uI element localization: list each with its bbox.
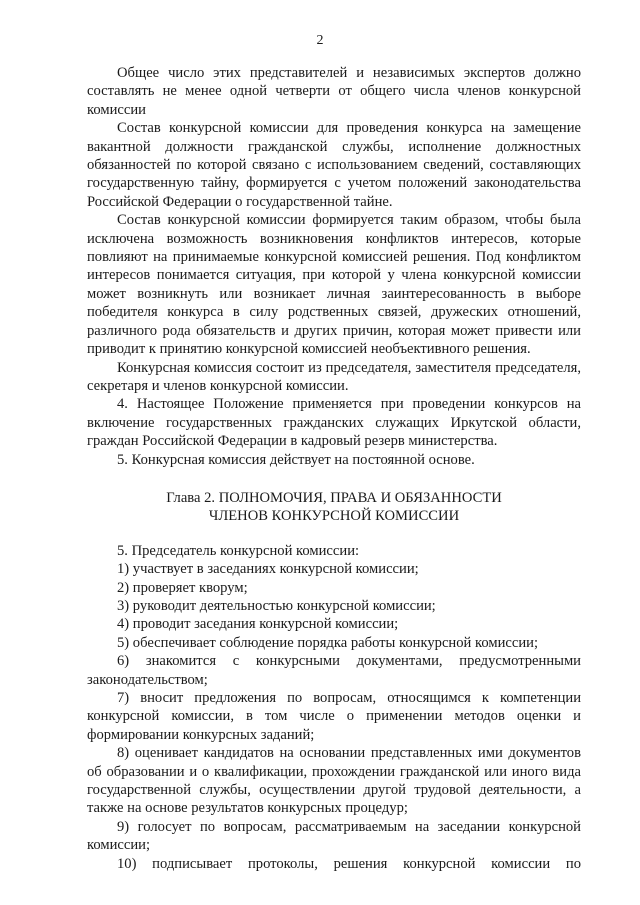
document-body [87,64,581,873]
paragraph-item-5: 5. Конкурсная комиссия действует на постоянной основе. [117,451,475,468]
chapter-heading [87,489,581,526]
chapter-heading-line-1: Глава 2. ПОЛНОМОЧИЯ, ПРАВА И ОБЯЗАННОСТИ [166,489,502,506]
chairman-duties-list [87,542,581,873]
list-item: 7) вносит предложения по вопросам, относящимся к компетенции конкурсной комиссии, в том числе о применении методов оценки и формировании конкурсных заданий; [87,690,581,743]
list-item: 9) голосует по вопросам, рассматриваемым на заседании конкурсной комиссии; [87,818,581,854]
list-item: 5) обеспечивает соблюдение порядка работы конкурсной комиссии; [117,634,539,651]
list-item-truncated: 10) подписывает протоколы, решения конкурсной комиссии по [117,855,581,872]
list-item: 3) руководит деятельностью конкурсной комиссии; [117,597,436,614]
paragraph-conflict-of-interest: Состав конкурсной комиссии формируется таким образом, чтобы была исключена возможность возникновения конфликтов интересов, которые повлияют на принимаемые конкурсной комиссией решения. Под конфликтом интересов понимается ситуация, при которой у члена конкурсной комиссии может возникнуть или возникает личная заинтересованность в выборе победителя конкурса в силу родственных связей, дружеских отношений, различного рода обязательств и других причин, которая может привести или приводит к принятию конкурсной комиссией необъективного решения. [87,212,581,358]
list-item: 1) участвует в заседаниях конкурсной комиссии; [117,561,419,578]
list-item: 6) знакомится с конкурсными документами, предусмотренными законодательством; [87,653,581,688]
list-item: 8) оценивает кандидатов на основании представленных ими документов об образовании и о квалификации, прохождении гражданской или иного вида государственной службы, осуществлении другой трудовой деятельности, а также на основе результатов конкурсных процедур; [87,745,581,817]
chapter-heading-line-2: ЧЛЕНОВ КОНКУРСНОЙ КОМИССИИ [208,508,460,525]
page-number: 2 [316,33,324,48]
list-intro: 5. Председатель конкурсной комиссии: [117,542,360,559]
list-item: 4) проводит заседания конкурсной комиссии; [117,616,399,633]
paragraph-state-secret: Состав конкурсной комиссии для проведения конкурса на замещение вакантной должности гражданской службы, исполнение должностных обязанностей по которой связано с использованием сведений, составляющих государственную тайну, формируется с учетом положений законодательства Российской Федерации о государственной тайне. [87,120,581,210]
paragraph-experts-share: Общее число этих представителей и независимых экспертов должно составлять не менее одной четверти от общего числа членов конкурсной комиссии [87,65,581,118]
list-item: 2) проверяет кворум; [117,579,248,596]
paragraph-commission-composition: Конкурсная комиссия состоит из председателя, заместителя председателя, секретаря и членов конкурсной комиссии. [87,359,581,394]
paragraph-item-4: 4. Настоящее Положение применяется при проведении конкурсов на включение государственных гражданских служащих Иркутской области, граждан Российской Федерации в кадровый резерв министерства. [87,396,581,450]
